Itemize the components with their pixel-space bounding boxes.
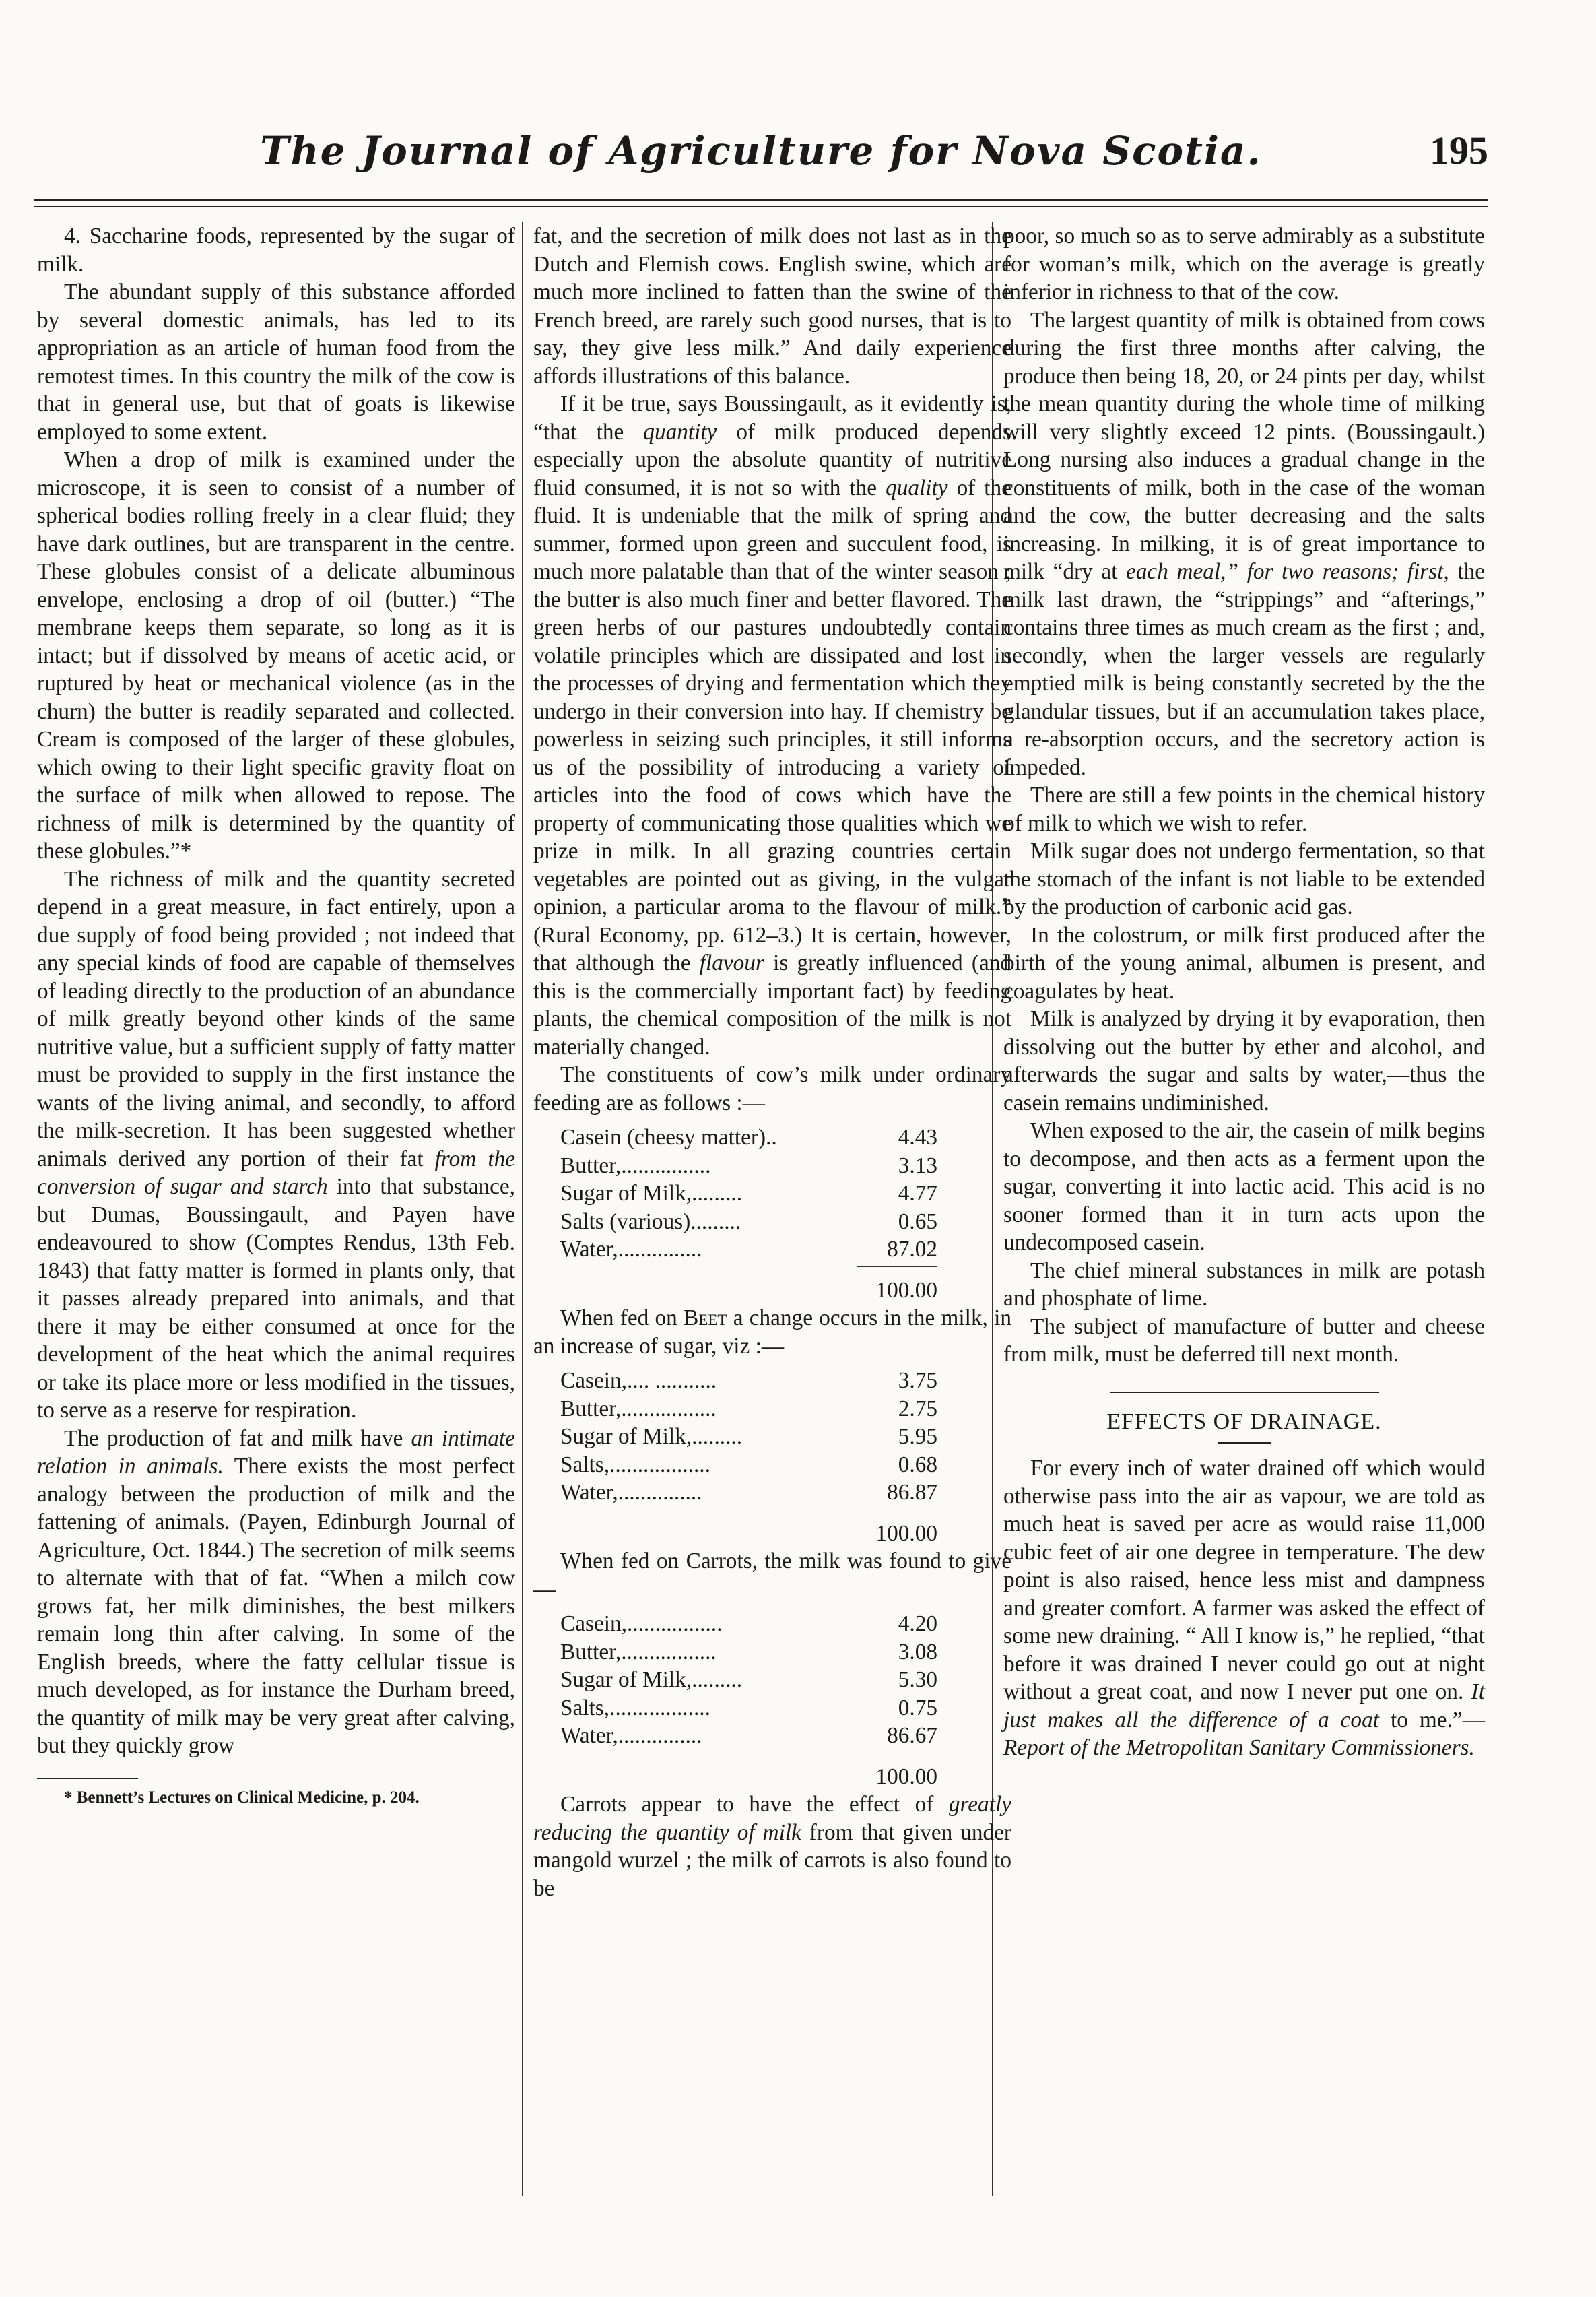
paragraph: Milk is analyzed by drying it by evaporation, then dissolving out the butter by ether and alcohol, and afterwards the sugar and salts by water,—thus the casein remains undiminished.	[1003, 1006, 1485, 1115]
table-value: 0.75	[898, 1695, 937, 1720]
text-run: The richness of milk and the quantity secreted depend in a great measure, in fact entirely, upon a due supply of food being provided ; not indeed that any special kinds of food are capable of themselves of leading directly to the production of an abundance of milk greatly beyond other kinds of the same nutritive value, but a sufficient supply of fatty matter must be provided to supply in the first instance the wants of the living animal, and secondly, to afford the milk-secretion. It has been suggested whether animals derived any portion of their fat	[37, 866, 515, 1171]
table-label: Sugar of Milk,.........	[560, 1181, 743, 1206]
paragraph: 4. Saccharine foods, represented by the sugar of milk.	[37, 224, 515, 277]
italic-run: It just makes all the difference of a coat	[1003, 1679, 1485, 1733]
table-row	[560, 1610, 937, 1638]
table-value: 86.67	[887, 1723, 937, 1748]
text-run: is greatly influenced (and this is the commercially important fact) by feeding plants, the chemical composition of the milk is not materially changed.	[533, 950, 1012, 1060]
table-value: 2.75	[898, 1396, 937, 1421]
italic-run: flavour	[699, 950, 764, 975]
paragraph: There are still a few points in the chemical history of milk to which we wish to refer.	[1003, 783, 1485, 836]
table-label: Salts,..................	[560, 1695, 710, 1720]
table-value: 5.30	[898, 1667, 937, 1692]
header-rule-thin	[34, 206, 1488, 207]
table-row	[560, 1666, 937, 1694]
table-row	[560, 1722, 937, 1750]
section-rule	[1110, 1392, 1379, 1393]
column-2	[533, 222, 1011, 1902]
text-run: There exists the most perfect analogy between the production of milk and the fattening of animals. (Payen, Edinburgh Journal of Agriculture, Oct. 1844.) The secretion of milk seems to alternate with that of fat. “When a milch cow grows fat, her milk diminishes, the best milkers remain long thin after calving. In some of the English breeds, where the fatty cellular tissue is much developed, as for instance the Durham breed, the quantity of milk may be very great after calving, but they quickly grow	[37, 1454, 515, 1758]
column-1	[37, 222, 515, 1809]
paragraph	[1003, 306, 1485, 782]
journal-title: The Journal of Agriculture for Nova Scotia.	[260, 128, 1262, 174]
text-run: The largest quantity of milk is obtained from cows during the first three months after calving, the produce then being 18, 20, or 24 pints per day, whilst the mean quantity during the whole time of milking will very slightly exceed 12 pints. (Boussingault.) Long nursing also induces a gradual change in the constituents of milk, both in the case of the woman and the cow, the butter decreasing and the salts increasing. In milking, it is of great importance to milk “dry at	[1003, 307, 1485, 584]
table-label: Salts (various).........	[560, 1208, 741, 1234]
text-run: When fed on	[560, 1305, 677, 1330]
paragraph: The abundant supply of this substance afforded by several domestic animals, has led to its appropriation as an article of human food from the remotest times. In this country the milk of the cow is that in general use, but that of goats is likewise employed to some extent.	[37, 280, 515, 445]
table-row	[560, 1423, 937, 1451]
table-row	[560, 1152, 937, 1180]
table-value: 86.87	[887, 1480, 937, 1505]
text-run: from that given under mangold wurzel ; the milk of carrots is also found to be	[533, 1819, 1012, 1901]
table-label: Butter,.................	[560, 1639, 717, 1664]
footnote: * Bennett’s Lectures on Clinical Medicine, p. 204.	[64, 1788, 420, 1807]
composition-table-beet	[560, 1367, 937, 1547]
table-value: 3.08	[898, 1639, 937, 1664]
table-label: Sugar of Milk,.........	[560, 1667, 743, 1692]
table-row	[560, 1638, 937, 1667]
table-row	[560, 1208, 937, 1236]
table-label: Sugar of Milk,.........	[560, 1424, 743, 1449]
text-run: to me.”—	[1391, 1707, 1485, 1733]
paragraph	[533, 390, 1011, 1061]
paragraph: The constituents of cow’s milk under ordinary feeding are as follows :—	[533, 1062, 1011, 1115]
table-total: 100.00	[875, 1520, 937, 1546]
page-number: 195	[1430, 129, 1488, 172]
table-row	[560, 1694, 937, 1722]
table-row	[560, 1124, 937, 1152]
table-value: 4.20	[898, 1611, 937, 1636]
table-label: Butter,................	[560, 1153, 711, 1178]
paragraph: When exposed to the air, the casein of milk begins to decompose, and then acts as a ferment upon the sugar, converting it into lactic acid. This acid is no sooner formed than it in turn acts upon the undecomposed casein.	[1003, 1118, 1485, 1255]
table-label: Butter,.................	[560, 1396, 717, 1421]
paragraph	[37, 1425, 515, 1760]
paragraph	[37, 866, 515, 1425]
footnote-rule	[37, 1778, 138, 1779]
table-row	[560, 1367, 937, 1395]
composition-table-carrots	[560, 1610, 937, 1790]
italic-run: quantity	[643, 419, 717, 445]
section-heading: EFFECTS OF DRAINAGE.	[1106, 1409, 1382, 1434]
table-total: 100.00	[875, 1277, 937, 1303]
text-run: the milk last drawn, the “strippings” and “afterings,” contains three times as much cream as the first ; and, secondly, when the larger vessels are regularly emptied milk is being constantly secreted by the the glandular tissues, but if an accumulation takes place, a re-absorption occurs, and the secretory action is impeded.	[1003, 559, 1486, 780]
table-label: Water,...............	[560, 1723, 702, 1748]
table-value: 87.02	[887, 1237, 937, 1262]
text-run: If it be true, says Boussingault, as it evidently is, “that the	[533, 391, 1011, 445]
table-row	[560, 1179, 937, 1208]
table-value: 4.43	[898, 1125, 937, 1150]
table-label: Casein,.... ...........	[560, 1368, 717, 1393]
paragraph: The chief mineral substances in milk are potash and phosphate of lime.	[1003, 1258, 1485, 1311]
table-row	[560, 1395, 937, 1423]
text-run: of milk produced depends especially upon the absolute quantity of nutritive fluid consumed, it is not so with the	[533, 419, 1012, 500]
paragraph: When a drop of milk is examined under the microscope, it is seen to consist of a number of spherical bodies rolling freely in a clear fluid; they have dark outlines, but are transparent in the centre. These globules consist of a delicate albuminous envelope, enclosing a drop of oil (butter.) “The membrane keeps them separate, so long as it is intact; but if dissolved by means of acetic acid, or ruptured by heat or mechanical violence (as in the churn) the butter is readily separated and collected. Cream is composed of the larger of these globules, which owing to their light specific gravity float on the surface of milk when allowed to repose. The richness of milk is determined by the quantity of these globules.”*	[37, 447, 515, 864]
table-label: Casein,.................	[560, 1611, 723, 1636]
small-caps-run: Beet	[684, 1305, 727, 1330]
total-rule	[857, 1266, 937, 1267]
text-run: For every inch of water drained off which would otherwise pass into the air as vapour, we are told as much heat is saved per acre as would raise 11,000 cubic feet of air one degree in temperature. The dew point is also raised, hence less mist and dampness and greater comfort. A farmer was asked the effect of some new draining. “ All I know is,” he replied, “that before it was drained I never could go out at night without a great coat, and now I never put one on.	[1003, 1456, 1485, 1704]
text-run: Carrots appear to have the effect of	[560, 1792, 934, 1817]
column-divider-1	[522, 222, 523, 2196]
table-row	[560, 1235, 937, 1264]
page-header	[34, 128, 1488, 189]
paragraph	[1003, 1454, 1485, 1762]
table-label: Casein (cheesy matter)..	[560, 1125, 777, 1150]
italic-run: greatly reducing the quantity of milk	[533, 1792, 1011, 1845]
table-label: Salts,..................	[560, 1452, 710, 1477]
italic-run: from the conversion of sugar and starch	[37, 1146, 515, 1199]
italic-run: each meal,” for two reasons; first,	[1126, 559, 1449, 584]
paragraph	[533, 1790, 1011, 1902]
header-rule	[34, 199, 1488, 201]
paragraph: fat, and the secretion of milk does not last as in the Dutch and Flemish cows. English swine, which are much more inclined to fatten than the swine of the French breed, are rarely such good nurses, that is to say, they give less milk.” And daily experience affords illustrations of this balance.	[533, 224, 1011, 389]
table-row	[560, 1479, 937, 1507]
italic-run: quality	[886, 475, 948, 500]
table-value: 5.95	[898, 1424, 937, 1449]
table-label: Water,...............	[560, 1237, 702, 1262]
paragraph: When fed on Carrots, the milk was found to give—	[533, 1549, 1011, 1602]
paragraph: The subject of manufacture of butter and cheese from milk, must be deferred till next month.	[1003, 1314, 1485, 1367]
composition-table-ordinary	[560, 1124, 937, 1304]
table-value: 0.68	[898, 1452, 937, 1477]
table-row	[560, 1451, 937, 1479]
paragraph: Milk sugar does not undergo fermentation, so that the stomach of the infant is not liable to be extended by the production of carbonic acid gas.	[1003, 839, 1485, 919]
table-value: 3.13	[898, 1153, 937, 1178]
text-run: a change occurs in the milk, in an increase of sugar, viz :—	[533, 1305, 1011, 1359]
text-run: of the fluid. It is undeniable that the milk of spring and summer, formed upon green and succulent food, is much more palatable than that of the winter season ; the butter is also much finer and better flavored. The green herbs of our pastures undoubtedly contain volatile principles which are dissipated and lost in the processes of drying and fermentation which they undergo in their conversion into hay. If chemistry be powerless in seizing such principles, it still informs us of the possibility of introducing a variety of articles into the food of cows which have the property of communicating those qualities which we prize in milk. In all grazing countries certain vegetables are pointed out as giving, in the vulgar opinion, a particular aroma to the flavour of milk.” (Rural Economy, pp. 612–3.) It is certain, however, that although the	[533, 475, 1011, 975]
section-mini-rule	[1218, 1442, 1271, 1444]
table-value: 3.75	[898, 1368, 937, 1393]
paragraph: In the colostrum, or milk first produced after the birth of the young animal, albumen is present, and coagulates by heat.	[1003, 922, 1485, 1004]
text-run: The production of fat and milk have	[64, 1425, 403, 1451]
text-run: into that substance, but Dumas, Boussingault, and Payen have endeavoured to show (Comptes Rendus, 13th Feb. 1843) that fatty matter is formed in plants only, that it passes already prepared into animals, and that there it may be either consumed at once for the development of the heat which the animal requires or take its place more or less modified in the tissues, to serve as a reserve for respiration.	[37, 1174, 516, 1423]
paragraph	[533, 1304, 1011, 1360]
italic-run: Report of the Metropolitan Sanitary Commissioners.	[1003, 1735, 1475, 1760]
italic-run: an intimate relation in animals.	[37, 1425, 515, 1479]
table-value: 0.65	[898, 1208, 937, 1234]
table-total: 100.00	[875, 1764, 937, 1789]
table-value: 4.77	[898, 1181, 937, 1206]
table-label: Water,...............	[560, 1480, 702, 1505]
paragraph: poor, so much so as to serve admirably as a substitute for woman’s milk, which on the average is greatly inferior in richness to that of the cow.	[1003, 224, 1485, 304]
column-3	[1003, 222, 1485, 1762]
